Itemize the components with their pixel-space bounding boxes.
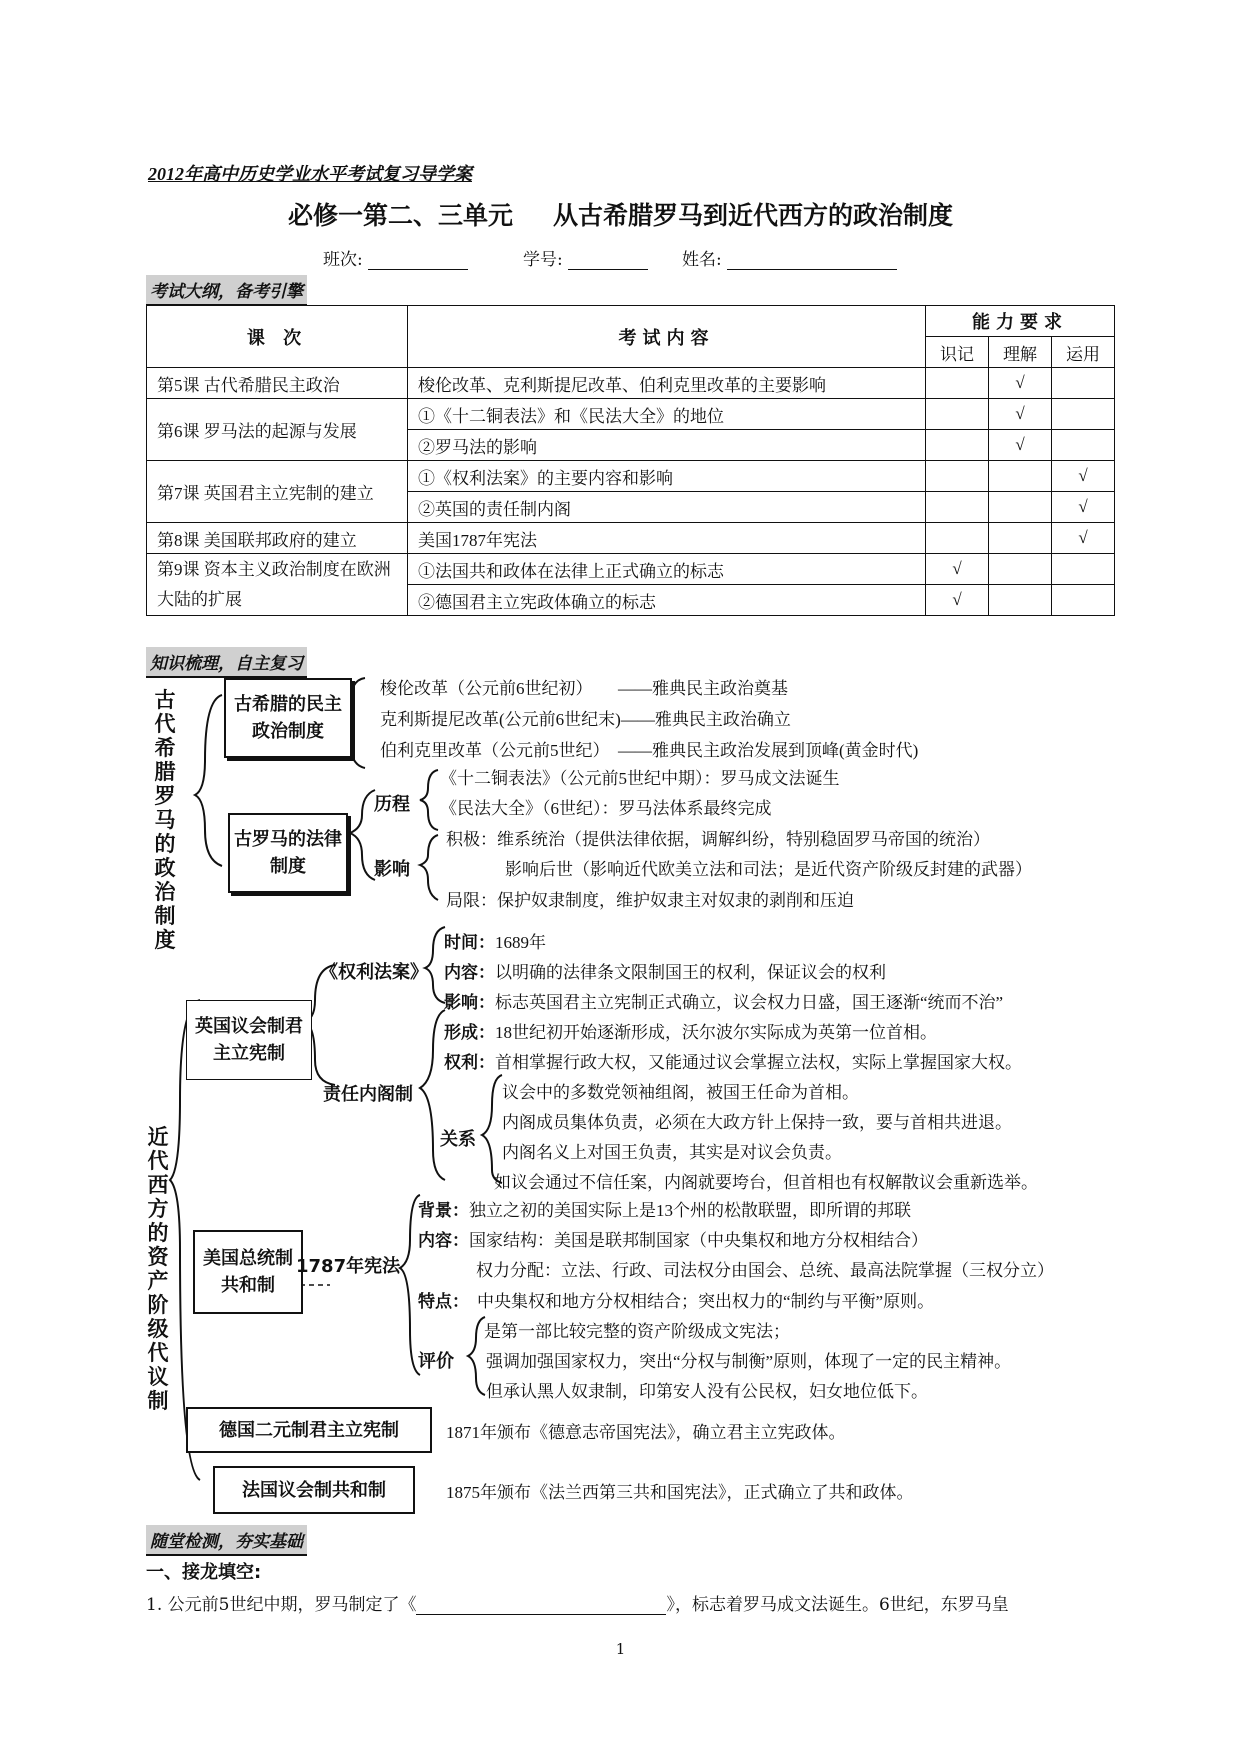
greek-item: 梭伦改革（公元前6世纪初） ——雅典民主政治奠基 xyxy=(380,679,788,698)
content-cell: ②英国的责任制内阁 xyxy=(408,492,926,523)
relation-item: 内阁成员集体负责，必须在大政方针上保持一致，要与首相共进退。 xyxy=(502,1113,1012,1132)
check-mark: √ xyxy=(1052,492,1115,523)
influence-label: 影响 xyxy=(374,859,410,880)
header-understand: 理解 xyxy=(989,337,1052,368)
background-item: 背景：独立之初的美国实际上是13个州的松散联盟，即所谓的邦联 xyxy=(418,1201,911,1221)
name-label: 姓名: xyxy=(682,250,722,270)
history-label: 历程 xyxy=(374,794,410,815)
cabinet-item: 权利：首相掌握行政大权，又能通过议会掌握立法权，实际上掌握国家大权。 xyxy=(444,1053,1022,1073)
content-cell: 美国1787年宪法 xyxy=(408,523,926,554)
feature-item: 特点： 中央集权和地方分权相结合；突出权力的“制约与平衡”原则。 xyxy=(418,1292,935,1312)
content-item: 权力分配：立法、行政、司法权分由国会、总统、最高法院掌握（三权分立） xyxy=(476,1261,1054,1280)
lesson-cell: 第8课 美国联邦政府的建立 xyxy=(147,523,408,554)
history-item: 《民法大全》（6世纪）：罗马法体系最终完成 xyxy=(440,799,772,818)
page-number: 1 xyxy=(615,1640,626,1658)
q1-blank[interactable] xyxy=(416,1596,666,1615)
check-mark: √ xyxy=(989,399,1052,430)
content-cell: ②德国君主立宪政体确立的标志 xyxy=(408,585,926,616)
bill-item: 影响：标志英国君主立宪制正式确立，议会权力日盛，国王逐渐“统而不治” xyxy=(444,993,1004,1013)
check-mark: √ xyxy=(989,368,1052,399)
roman-law-box: 古罗马的法律制度 xyxy=(228,813,348,893)
lesson-cell: 第9课 资本主义政治制度在欧洲大陆的扩展 xyxy=(147,554,408,616)
section-syllabus-label: 考试大纲，备考引擎 xyxy=(146,275,307,306)
header-apply: 运用 xyxy=(1052,337,1115,368)
influence-item: 积极：维系统治（提供法律依据，调解纠纷，特别稳固罗马帝国的统治） xyxy=(446,830,990,849)
number-label: 学号: xyxy=(523,250,563,270)
document-subtitle: 2012年高中历史学业水平考试复习导学案 xyxy=(148,164,472,184)
check-mark: √ xyxy=(1052,461,1115,492)
evaluation-label: 评价 xyxy=(418,1351,454,1372)
check-mark: √ xyxy=(926,554,989,585)
cabinet-label: 责任内阁制 xyxy=(323,1084,413,1105)
section-practice-label: 随堂检测，夯实基础 xyxy=(146,1525,307,1556)
evaluation-item: 但承认黑人奴隶制，印第安人没有公民权，妇女地位低下。 xyxy=(486,1382,928,1401)
check-mark: √ xyxy=(989,430,1052,461)
germany-text: 1871年颁布《德意志帝国宪法》，确立君主立宪政体。 xyxy=(446,1423,846,1442)
bill-item: 内容：以明确的法律条文限制国王的权利，保证议会的权利 xyxy=(444,963,886,983)
header-content: 考试内容 xyxy=(408,306,926,368)
content-cell: ①法国共和政体在法律上正式确立的标志 xyxy=(408,554,926,585)
history-item: 《十二铜表法》（公元前5世纪中期）：罗马成文法诞生 xyxy=(440,769,840,788)
lesson-cell: 第6课 罗马法的起源与发展 xyxy=(147,399,408,461)
header-ability: 能力要求 xyxy=(926,306,1115,337)
relation-item: 如议会通过不信任案，内阁就要垮台，但首相也有权解散议会重新选举。 xyxy=(494,1173,1038,1192)
check-mark: √ xyxy=(926,585,989,616)
influence-item: 局限：保护奴隶制度，维护奴隶主对奴隶的剥削和压迫 xyxy=(446,891,854,910)
cabinet-item: 形成：18世纪初开始逐渐形成，沃尔波尔实际成为英第一位首相。 xyxy=(444,1023,937,1043)
content-cell: 梭伦改革、克利斯提尼改革、伯利克里改革的主要影响 xyxy=(408,368,926,399)
relation-item: 内阁名义上对国王负责，其实是对议会负责。 xyxy=(502,1143,842,1162)
greek-democracy-box: 古希腊的民主政治制度 xyxy=(224,678,352,758)
evaluation-item: 强调加强国家权力，突出“分权与制衡”原则，体现了一定的民主精神。 xyxy=(486,1352,1012,1371)
content-cell: ②罗马法的影响 xyxy=(408,430,926,461)
exercise-heading: 一、接龙填空: xyxy=(146,1562,262,1583)
title-topic: 从古希腊罗马到近代西方的政治制度 xyxy=(553,201,954,230)
relation-label: 关系 xyxy=(440,1129,476,1150)
content-cell: ①《权利法案》的主要内容和影响 xyxy=(408,461,926,492)
question-1: 1. 公元前5世纪中期，罗马制定了《 》，标志着罗马成文法诞生。6世纪，东罗马皇 xyxy=(146,1595,1009,1615)
content-cell: ①《十二铜表法》和《民法大全》的地位 xyxy=(408,399,926,430)
france-text: 1875年颁布《法兰西第三共和国宪法》，正式确立了共和政体。 xyxy=(446,1483,914,1502)
section-review-label: 知识梳理，自主复习 xyxy=(146,647,307,678)
map2-vertical-title: 近代西方的资产阶级代议制 xyxy=(147,1125,169,1413)
title-unit: 必修一第二、三单元 xyxy=(287,201,513,230)
header-remember: 识记 xyxy=(926,337,989,368)
evaluation-item: 是第一部比较完整的资产阶级成文宪法； xyxy=(484,1322,790,1341)
class-label: 班次: xyxy=(323,250,363,270)
greek-item: 伯利克里改革（公元前5世纪） ——雅典民主政治发展到顶峰(黄金时代) xyxy=(380,741,919,760)
content-item: 内容：国家结构：美国是联邦制国家（中央集权和地方分权相结合） xyxy=(418,1231,928,1251)
germany-monarchy-box: 德国二元制君主立宪制 xyxy=(186,1407,432,1453)
us-presidential-box: 美国总统制共和制 xyxy=(193,1230,303,1314)
lesson-cell: 第7课 英国君主立宪制的建立 xyxy=(147,461,408,523)
check-mark: √ xyxy=(1052,523,1115,554)
constitution-1787-label: 1787年宪法 xyxy=(296,1256,401,1277)
bill-of-rights-label: 《权利法案》 xyxy=(320,962,428,983)
uk-monarchy-box: 英国议会制君主立宪制 xyxy=(186,1000,312,1080)
influence-item: 影响后世（影响近代欧美立法和司法；是近代资产阶级反封建的武器） xyxy=(505,860,1032,879)
relation-item: 议会中的多数党领袖组阁，被国王任命为首相。 xyxy=(502,1083,859,1102)
header-lesson: 课 次 xyxy=(147,306,408,368)
bill-item: 时间：1689年 xyxy=(444,933,546,953)
greek-item: 克利斯提尼改革(公元前6世纪末)——雅典民主政治确立 xyxy=(380,710,791,729)
france-republic-box: 法国议会制共和制 xyxy=(213,1466,415,1514)
map1-vertical-title: 古代希腊罗马的政治制度 xyxy=(154,688,176,952)
lesson-cell: 第5课 古代希腊民主政治 xyxy=(147,368,408,399)
